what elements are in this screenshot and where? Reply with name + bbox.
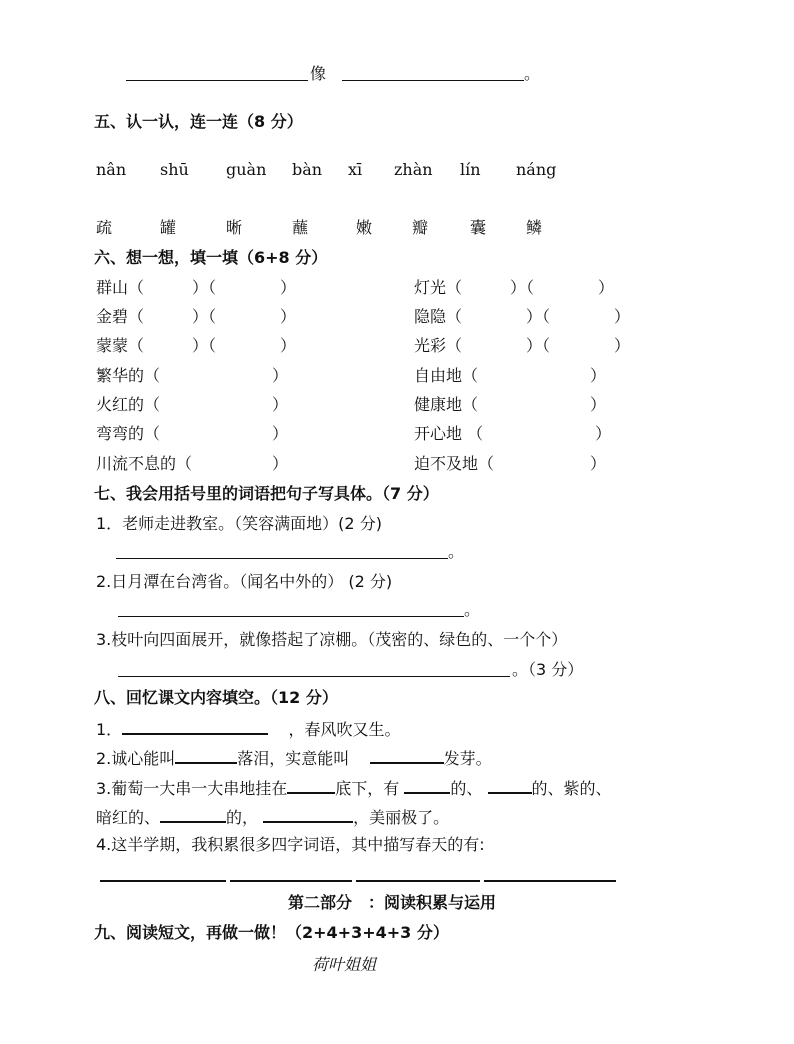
fill-item-right: 开心地 （ ） <box>414 424 612 443</box>
character-item[interactable]: 罐 <box>160 218 177 237</box>
question-8-2: 2.诚心能叫 落泪，实意能叫 发芽。 <box>96 749 492 768</box>
blank <box>287 777 335 794</box>
answer-line <box>118 616 464 617</box>
blank <box>122 718 268 735</box>
pinyin-item: guàn <box>226 160 267 179</box>
blank <box>175 747 237 764</box>
answer-line <box>118 676 510 677</box>
pinyin-item: lín <box>460 160 481 179</box>
fill-item-right: 光彩（ ）（ ） <box>414 336 631 355</box>
fill-item-left: 川流不息的（ ） <box>96 454 289 473</box>
question-8-4: 4.这半学期，我积累很多四字词语，其中描写春天的有: <box>96 835 485 854</box>
blank <box>404 777 450 794</box>
answer-line <box>356 880 480 882</box>
fill-item-right: 自由地（ ） <box>414 366 607 385</box>
question-7-1: 1．老师走进教室。（笑容满面地）(2 分) <box>96 514 382 533</box>
story-title: 荷叶姐姐 <box>312 955 377 974</box>
question-7-3: 3.枝叶向四面展开，就像搭起了凉棚。（茂密的、绿色的、一个个） <box>96 630 568 649</box>
part-2-title: 第二部分 ：阅读积累与运用 <box>288 893 497 912</box>
fill-item-right: 迫不及地（ ） <box>414 454 607 473</box>
fill-item-left: 繁华的（ ） <box>96 366 289 385</box>
end-mark-score: 。（3 分） <box>512 660 584 679</box>
character-item[interactable]: 囊 <box>470 218 487 237</box>
pinyin-item: nân <box>96 160 127 179</box>
fill-item-left: 金碧（ ）（ ） <box>96 307 297 326</box>
answer-line <box>342 80 524 81</box>
answer-line <box>230 880 352 882</box>
character-item[interactable]: 瓣 <box>412 218 429 237</box>
fill-item-left: 火红的（ ） <box>96 395 289 414</box>
answer-line <box>484 880 616 882</box>
blank <box>160 806 226 823</box>
question-7-2: 2.日月潭在台湾省。（闻名中外的） (2 分) <box>96 572 393 591</box>
question-8-1: 1． ，春风吹又生。 <box>96 720 401 739</box>
character-item[interactable]: 疏 <box>96 218 113 237</box>
section-6-title: 六、想一想，填一填（6+8 分） <box>94 248 328 267</box>
pinyin-item: náng <box>516 160 557 179</box>
question-8-3: 3.葡萄一大串一大串地挂在 底下，有 的、 的、紫的、 <box>96 779 612 798</box>
section-7-title: 七、我会用括号里的词语把句子写具体。（7 分） <box>94 484 439 503</box>
character-item[interactable]: 鳞 <box>526 218 543 237</box>
fill-item-right: 健康地（ ） <box>414 395 607 414</box>
pinyin-item: shū <box>160 160 189 179</box>
blank <box>263 806 353 823</box>
question-8-3-cont: 暗红的、 的， ，美丽极了。 <box>96 808 450 827</box>
fill-item-left: 蒙蒙（ ）（ ） <box>96 336 297 355</box>
blank <box>370 747 444 764</box>
fill-item-left: 弯弯的（ ） <box>96 424 289 443</box>
character-item[interactable]: 蘸 <box>292 218 309 237</box>
answer-line <box>100 880 226 882</box>
pinyin-item: bàn <box>292 160 323 179</box>
blank <box>488 777 532 794</box>
answer-line <box>116 558 448 559</box>
character-item[interactable]: 嫩 <box>356 218 373 237</box>
top-connector: 像 <box>310 64 327 83</box>
character-item[interactable]: 晰 <box>226 218 243 237</box>
section-9-title: 九、阅读短文，再做一做！（2+4+3+4+3 分） <box>94 923 449 942</box>
answer-line <box>126 80 308 81</box>
pinyin-item: xī <box>348 160 363 179</box>
end-mark: 。 <box>464 600 481 619</box>
fill-item-right: 隐隐（ ）（ ） <box>414 307 631 326</box>
pinyin-item: zhàn <box>394 160 433 179</box>
end-mark: 。 <box>448 542 465 561</box>
fill-item-right: 灯光（ ）（ ） <box>414 278 615 297</box>
top-end-mark: 。 <box>524 64 541 83</box>
section-5-title: 五、认一认，连一连（8 分） <box>94 112 303 131</box>
section-8-title: 八、回忆课文内容填空。（12 分） <box>94 688 338 707</box>
fill-item-left: 群山（ ）（ ） <box>96 278 297 297</box>
